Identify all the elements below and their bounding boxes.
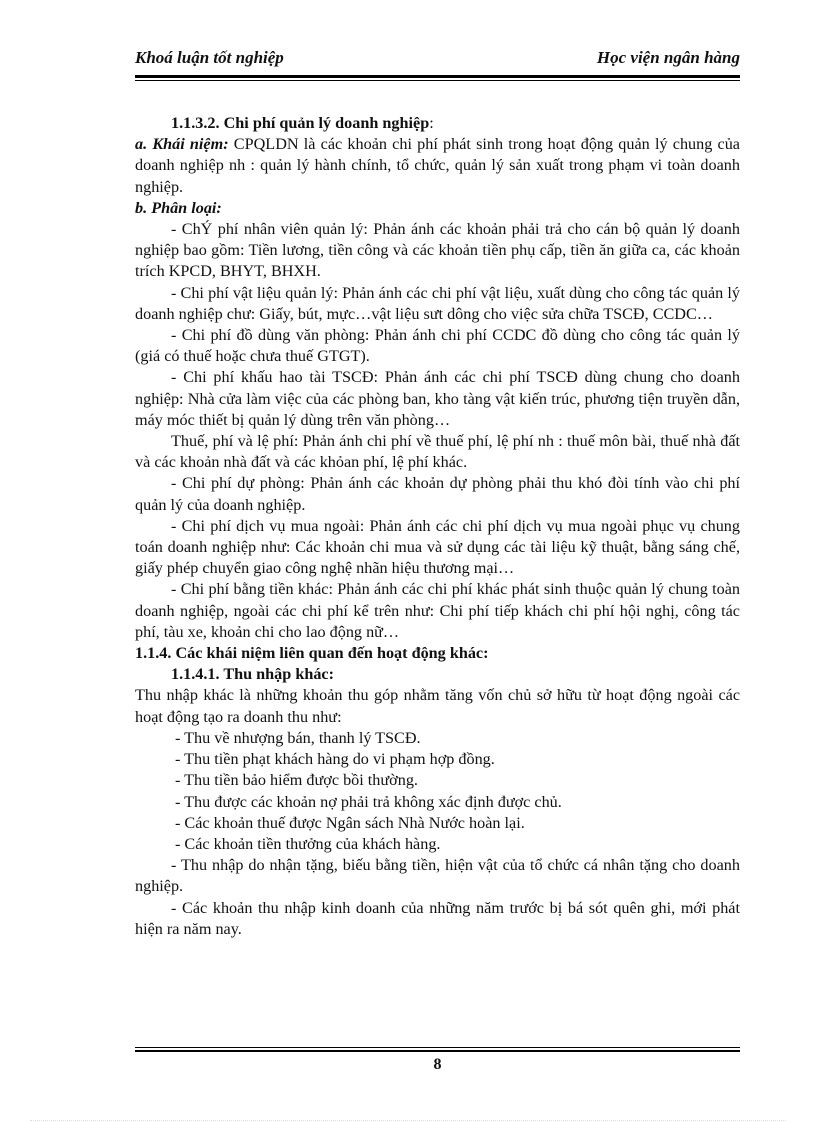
section-1-1-4-1-heading: 1.1.4.1. Thu nhập khác: xyxy=(171,665,334,684)
paragraph-other-cash-costs: - Chi phí bằng tiền khác: Phản ánh các chi phí khác phát sinh thuộc quản lý chung toàn doanh nghiệp, ngoài các chi phí kể trên như: Chi phí tiếp khách chi phí hội nghị, công tác phí, tàu xe, khoản chi cho lao động nữ… xyxy=(135,580,740,641)
list-item: - Thu được các khoản nợ phải trả không xác định được chủ. xyxy=(175,792,562,811)
list-item: - Thu tiền bảo hiểm được bồi thường. xyxy=(175,771,418,790)
paragraph-prior-year-income: - Các khoản thu nhập kinh doanh của những năm trước bị bá sót quên ghi, mới phát hiện ra năm nay. xyxy=(135,898,740,938)
paragraph-provision: - Chi phí dự phòng: Phản ánh các khoản dự phòng phải thu khó đòi tính vào chi phí quản lý của doanh nghiệp. xyxy=(135,474,740,514)
list-item: - Thu tiền phạt khách hàng do vi phạm hợp đồng. xyxy=(175,750,495,769)
paragraph-staff-cost: - ChÝ phí nhân viên quản lý: Phản ánh các khoản phải trả cho cán bộ quản lý doanh nghiệp bao gồm: Tiền lương, tiền công và các khoản tiền phụ cấp, tiền ăn giữa ca, các khoản trích KPCD, BHYT, BHXH. xyxy=(135,220,740,281)
section-1-1-4-heading: 1.1.4. Các khái niệm liên quan đến hoạt động khác: xyxy=(135,644,489,663)
document-body xyxy=(135,113,740,940)
page-number: 8 xyxy=(433,1056,442,1073)
paragraph-office-supplies: - Chi phí đồ dùng văn phòng: Phản ánh chi phí CCDC đồ dùng cho công tác quản lý (giá có thuế hoặc chưa thuế GTGT). xyxy=(135,326,740,366)
header-rule-thick xyxy=(135,75,740,78)
list-item: - Các khoản tiền thưởng của khách hàng. xyxy=(175,834,441,853)
paragraph-taxes-fees: Thuế, phí và lệ phí: Phản ánh chi phí về thuế phí, lệ phí nh : thuế môn bài, thuế nhà đất và các khoản nhà đất và các khỏan phí, lệ phí khác. xyxy=(135,432,740,472)
header-left-title: Khoá luận tốt nghiệp xyxy=(135,48,284,67)
header-rule-thin xyxy=(135,80,740,81)
page-bottom-divider xyxy=(30,1120,786,1121)
classification-label: b. Phân loại: xyxy=(135,198,222,217)
list-item: - Thu về nhượng bán, thanh lý TSCĐ. xyxy=(175,728,421,747)
other-income-intro: Thu nhập khác là những khoản thu góp nhằm tăng vốn chủ sở hữu từ hoạt động ngoài các hoạt động tạo ra doanh thu như: xyxy=(135,686,740,726)
footer-rule-thick xyxy=(135,1050,740,1052)
paragraph-depreciation: - Chi phí khấu hao tài TSCĐ: Phản ánh các chi phí TSCĐ dùng chung cho doanh nghiệp: Nhà cửa làm việc của các phòng ban, kho tàng vật kiến trúc, phương tiện truyền dẫn, máy móc thiết bị quản lý dùng trên văn phòng… xyxy=(135,368,740,429)
list-item: - Các khoản thuế được Ngân sách Nhà Nước hoàn lại. xyxy=(175,813,525,832)
document-page xyxy=(135,0,740,1123)
paragraph-material-cost: - Chi phí vật liệu quản lý: Phản ánh các chi phí vật liệu, xuất dùng cho công tác quản lý doanh nghiệp chư: Giấy, bút, mực…vật liệu sưt dông cho việc sửa chữa TSCĐ, CCDC… xyxy=(135,283,740,323)
definition-paragraph xyxy=(135,134,740,198)
header-right-title: Học viện ngân hàng xyxy=(596,48,740,67)
footer-rule-thin xyxy=(135,1047,740,1048)
paragraph-gifts-income: - Thu nhập do nhận tặng, biếu bằng tiền, hiện vật của tổ chức cá nhân tặng cho doanh nghiệp. xyxy=(135,856,740,896)
section-1-1-3-2-heading: 1.1.3.2. Chi phí quản lý doanh nghiệp: xyxy=(171,114,434,132)
paragraph-outsourced-services: - Chi phí dịch vụ mua ngoài: Phản ánh các chi phí dịch vụ mua ngoài phục vụ chung toán doanh nghiệp như: Các khoản chi mua và sử dụng các tài liệu kỹ thuật, bằng sáng chế, giấy phép chuyển giao công nghệ nhãn hiệu thương mại… xyxy=(135,516,740,578)
page-header xyxy=(135,48,740,72)
definition-label: a. Khái niệm: xyxy=(135,135,229,154)
definition-text: CPQLDN là các khoản chi phí phát sinh trong hoạt động quản lý chung của doanh nghiệp nh : quản lý hành chính, tổ chức, quản lý sản xuất trong phạm vi toàn doanh nghiệp. xyxy=(135,135,740,196)
